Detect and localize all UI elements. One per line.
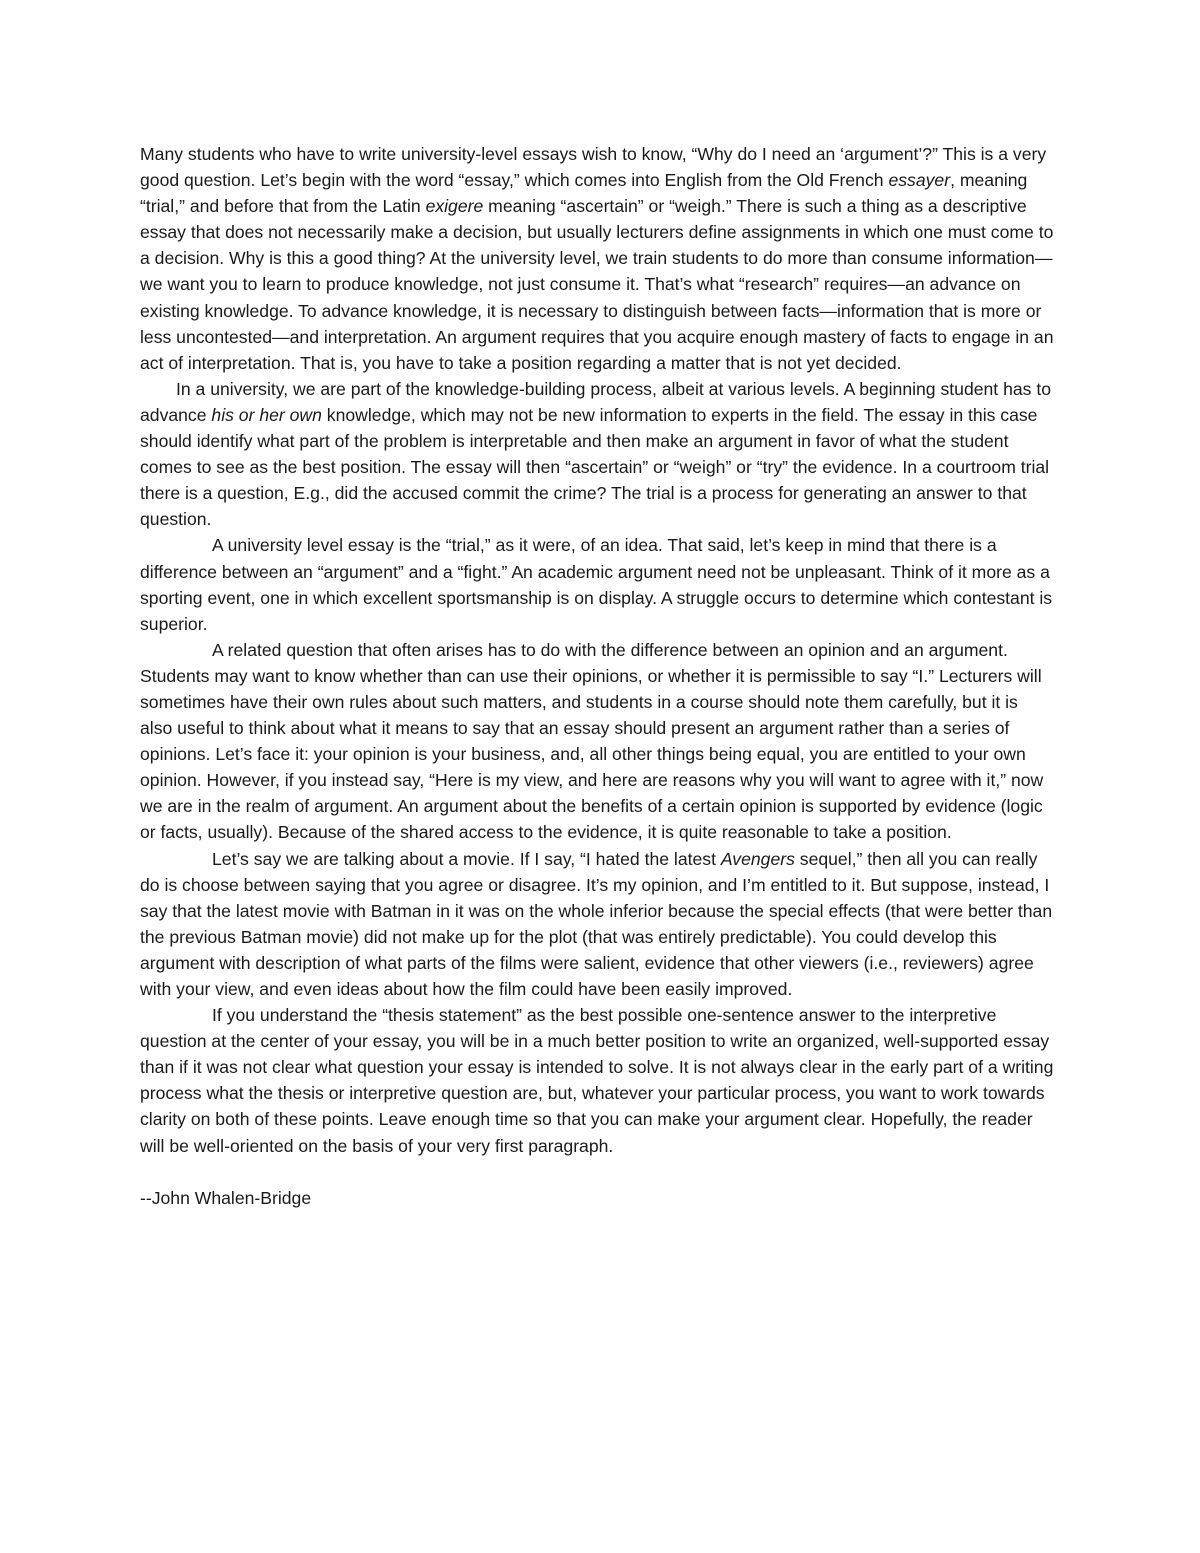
paragraph-4: A related question that often arises has to do with the difference between an opinion and an argument. Students may want to know whether than can use their opinions, or whether it is permissible to say “I.” Lecturers will sometimes have their own rules about such matters, and students in a course should note them carefully, but it is also useful to think about what it means to say that an essay should present an argument rather than a series of opinions. Let’s face it: your opinion is your business, and, all other things being equal, you are entitled to your own opinion. However, if you instead say, “Here is my view, and here are reasons why you will want to agree with it,” now we are in the realm of argument. An argument about the benefits of a certain opinion is supported by evidence (logic or facts, usually). Because of the shared access to the evidence, it is quite reasonable to take a position. (140, 639, 1044, 843)
paragraph-6: If you understand the “thesis statement” as the best possible one-sentence answer to the interpretive question at the center of your essay, you will be in a much better position to write an organized, well-supported essay than if it was not clear what question your essay is intended to solve. It is not always clear in the early part of a writing process what the thesis or interpretive question are, but, whatever your particular process, you want to work towards clarity on both of these points. Leave enough time so that you can make your argument clear. Hopefully, the reader will be well-oriented on the basis of your very first paragraph. (140, 1005, 1054, 1156)
paragraph-5: Let’s say we are talking about a movie. If I say, “I hated the latest Avengers sequel,” then all you can really do is choose between saying that you agree or disagree. It’s my opinion, and I’m entitled to it. But suppose, instead, I say that the latest movie with Batman in it was on the whole inferior because the special effects (that were better than the previous Batman movie) did not make up for the plot (that was entirely predictable). You could develop this argument with description of what parts of the films were salient, evidence that other viewers (i.e., reviewers) agree with your view, and even ideas about how the film could have been easily improved. (140, 848, 1053, 999)
italic-title-avengers: Avengers (720, 848, 795, 869)
paragraph-1: Many students who have to write university-level essays wish to know, “Why do I need an ‘argument’?” This is a very good question. Let’s begin with the word “essay,” which comes into English from the Old French essayer, meaning “trial,” and before that from the Latin exigere meaning “ascertain” or “weigh.” There is such a thing as a descriptive essay that does not necessarily make a decision, but usually lecturers define assignments in which one must come to a decision. Why is this a good thing? At the university level, we train students to do more than consume information—we want you to learn to produce knowledge, not just consume it. That’s what “research” requires—an advance on existing knowledge. To advance knowledge, it is necessary to distinguish between facts—information that is more or less uncontested—and interpretation. An argument requires that you acquire enough mastery of facts to engage in an act of interpretation. That is, you have to take a position regarding a matter that is not yet decided. (140, 144, 1054, 373)
author-signature: --John Whalen-Bridge (140, 1187, 312, 1208)
italic-phrase-his-or-her-own: his or her own (211, 404, 322, 425)
italic-term-exigere: exigere (425, 196, 484, 217)
italic-term-essayer: essayer (888, 170, 951, 191)
paragraph-3: A university level essay is the “trial,” as it were, of an idea. That said, let’s keep in mind that there is a difference between an “argument” and a “fight.” An academic argument need not be unpleasant. Think of it more as a sporting event, one in which excellent sportsmanship is on display. A struggle occurs to determine which contestant is superior. (140, 535, 1053, 634)
paragraph-2: In a university, we are part of the knowledge-building process, albeit at various levels. A beginning student has to advance his or her own knowledge, which may not be new information to experts in the field. The essay in this case should identify what part of the problem is interpretable and then make an argument in favor of what the student comes to see as the best position. The essay will then “ascertain” or “weigh” or “try” the evidence. In a courtroom trial there is a question, E.g., did the accused commit the crime? The trial is a process for generating an answer to that question. (140, 378, 1051, 530)
essay-page (140, 141, 1055, 1211)
